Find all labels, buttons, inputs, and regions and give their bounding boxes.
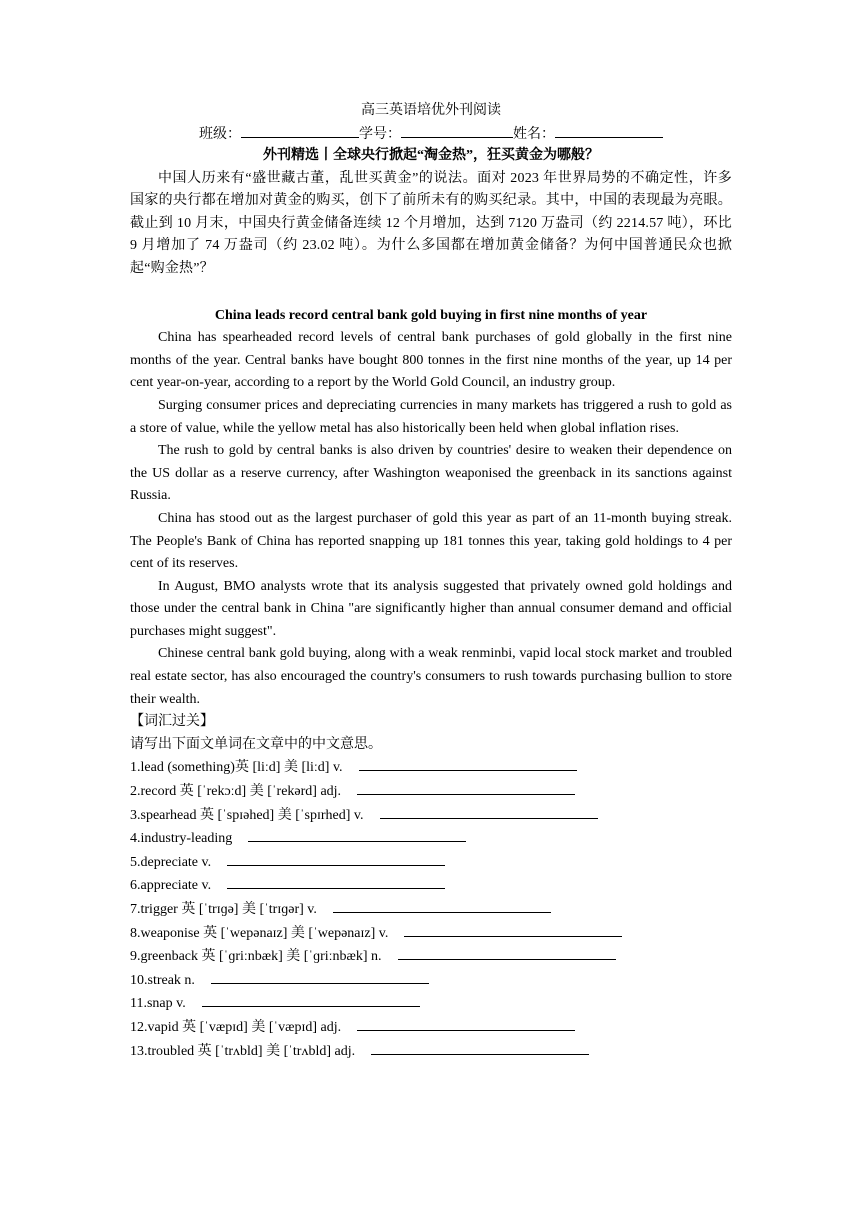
answer-blank[interactable] — [398, 945, 616, 960]
vocab-term: 13.troubled 英 [ˈtrʌbld] 美 [ˈtrʌbld] adj. — [130, 1043, 356, 1059]
vocab-item — [130, 945, 732, 969]
answer-blank[interactable] — [357, 1016, 575, 1031]
answer-blank[interactable] — [371, 1040, 589, 1055]
vocab-item — [130, 922, 732, 946]
vocab-item — [130, 780, 732, 804]
article-paragraph: China has stood out as the largest purchaser of gold this year as part of an 11-month buying streak. The People's Bank of China has reported snapping up 181 tonnes this year, taking gold holdings to 4 per cent of its reserves. — [130, 510, 732, 572]
name-blank[interactable] — [555, 123, 663, 138]
article-paragraph: Chinese central bank gold buying, along with a weak renminbi, vapid local stock market and troubled real estate sector, has also encouraged the country's consumers to rush towards purchasing bullion to store their wealth. — [130, 646, 732, 707]
vocab-heading: 【词汇过关】 — [130, 714, 214, 730]
vocab-item — [130, 756, 732, 780]
article-paragraph: China has spearheaded record levels of central bank purchases of gold globally in the first nine months of the year. Central banks have bought 800 tonnes in the first nine months of the year, up 14 per cent year-on-year, according to a report by the World Gold Council, an industry group. — [130, 330, 732, 391]
vocab-item — [130, 1016, 732, 1040]
answer-blank[interactable] — [404, 922, 622, 937]
vocab-item — [130, 851, 732, 875]
vocab-item — [130, 992, 732, 1016]
vocab-instruction: 请写出下面文单词在文章中的中文意思。 — [130, 736, 382, 752]
chinese-intro: 中国人历来有“盛世藏古董，乱世买黄金”的说法。面对 2023 年世界局势的不确定性，许多国家的央行都在增加对黄金的购买，创下了前所未有的购买纪录。其中，中国的表现最为亮眼。截止到 10 月末，中国央行黄金储备连续 12 个月增加，达到 7120 万盎司（约 2214.57 吨），环比 9 月增加了 74 万盎司（约 23.02 吨）。为什么多国都在增加黄金储备？为何中国普通民众也掀起“购金热”？ — [130, 170, 732, 276]
vocab-term: 2.record 英 [ˈrekɔːd] 美 [ˈrekərd] adj. — [130, 784, 342, 800]
answer-blank[interactable] — [202, 992, 420, 1007]
vocab-term: 12.vapid 英 [ˈvæpɪd] 美 [ˈvæpɪd] adj. — [130, 1019, 342, 1035]
vocab-term: 8.weaponise 英 [ˈwepənaɪz] 美 [ˈwepənaɪz] v. — [130, 925, 389, 941]
vocab-term: 1.lead (something)英 [liːd] 美 [liːd] v. — [130, 760, 343, 776]
doc-title: 高三英语培优外刊阅读 — [361, 103, 501, 118]
answer-blank[interactable] — [211, 969, 429, 984]
student-id-blank[interactable] — [401, 123, 513, 138]
article-subtitle: 外刊精选丨全球央行掀起“淘金热”，狂买黄金为哪般？ — [263, 148, 599, 163]
answer-blank[interactable] — [248, 827, 466, 842]
class-blank[interactable] — [241, 123, 359, 138]
answer-blank[interactable] — [227, 851, 445, 866]
class-label: 班级： — [199, 127, 241, 142]
answer-blank[interactable] — [357, 780, 575, 795]
article-paragraph: Surging consumer prices and depreciating currencies in many markets has triggered a rush to gold as a store of value, while the yellow metal has also historically been held when global inflation rises. — [130, 397, 732, 436]
student-info-line — [130, 123, 732, 145]
vocab-item — [130, 969, 732, 993]
answer-blank[interactable] — [333, 898, 551, 913]
answer-blank[interactable] — [227, 874, 445, 889]
article-paragraph: In August, BMO analysts wrote that its analysis suggested that privately owned gold holdings and those under the central bank in China "are significantly higher than annual consumer demand and official purchases might suggest". — [130, 578, 732, 639]
vocab-term: 6.appreciate v. — [130, 878, 212, 894]
vocab-item — [130, 827, 732, 851]
article-paragraph: The rush to gold by central banks is also driven by countries' desire to weaken their dependence on the US dollar as a reserve currency, after Washington weaponised the greenback in its sanctions against Russia. — [130, 443, 732, 504]
vocab-term: 7.trigger 英 [ˈtrɪɡə] 美 [ˈtrɪɡər] v. — [130, 902, 317, 917]
answer-blank[interactable] — [380, 804, 598, 819]
vocab-term: 9.greenback 英 [ˈɡriːnbæk] 美 [ˈɡriːnbæk] n. — [130, 949, 382, 965]
vocab-term: 10.streak n. — [130, 972, 195, 988]
vocab-term: 3.spearhead 英 [ˈspɪəhed] 美 [ˈspɪrhed] v. — [130, 807, 364, 823]
vocab-item — [130, 874, 732, 898]
vocab-term: 11.snap v. — [130, 996, 186, 1012]
vocab-item — [130, 1040, 732, 1064]
article-title: China leads record central bank gold buying in first nine months of year — [214, 307, 648, 323]
answer-blank[interactable] — [359, 756, 577, 771]
vocab-term: 4.industry-leading — [130, 831, 233, 847]
vocab-term: 5.depreciate v. — [130, 854, 212, 870]
worksheet-page — [130, 100, 732, 1063]
student-id-label: 学号： — [359, 127, 401, 142]
name-label: 姓名： — [513, 127, 555, 142]
vocab-item — [130, 898, 732, 922]
vocab-item — [130, 804, 732, 828]
